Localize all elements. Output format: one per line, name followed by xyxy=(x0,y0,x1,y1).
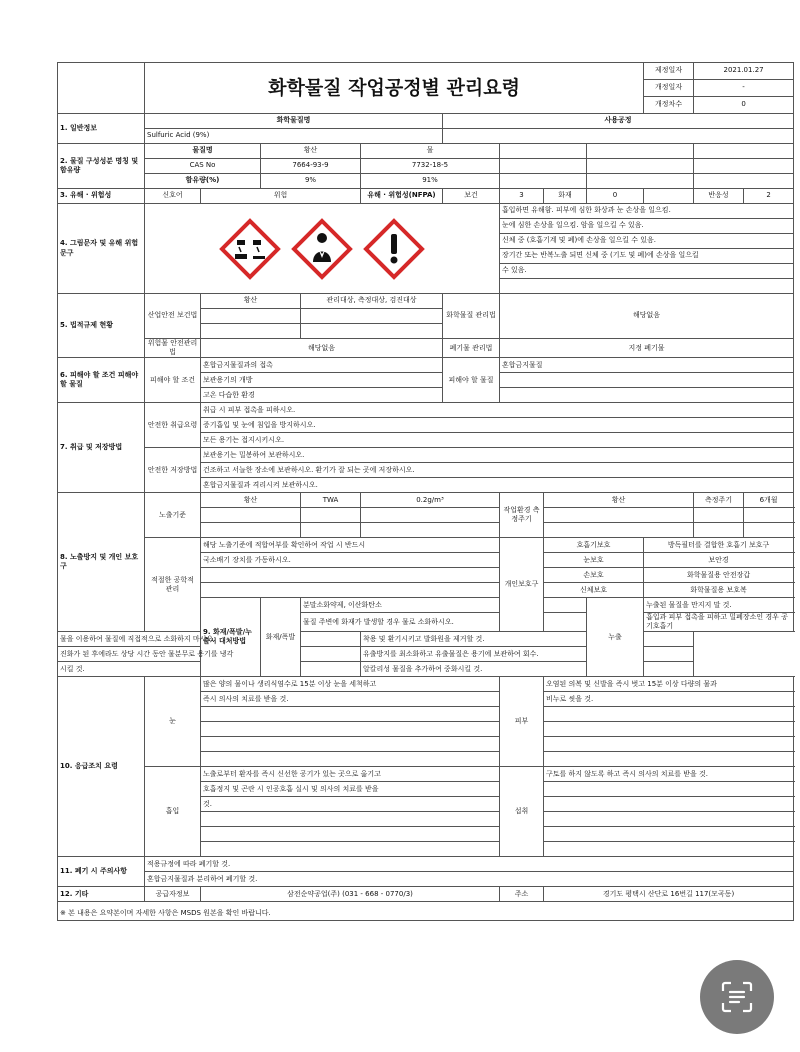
measurement-cycle-value: 6개월 xyxy=(744,493,794,508)
health-hazard-icon xyxy=(291,218,353,280)
eye-contact-line: 많은 양의 물이나 생리식염수로 15분 이상 눈을 세척하고 xyxy=(201,677,500,692)
signal-word-header: 신호어 xyxy=(145,189,201,204)
hazard-statement: 흡입하면 유해함. 피부에 심한 화상과 눈 손상을 일으킴. xyxy=(500,204,794,219)
section-1-label: 1. 일반정보 xyxy=(58,114,145,144)
address-header: 주소 xyxy=(500,887,544,902)
msds-sheet xyxy=(57,62,788,921)
ppe-value: 보안경 xyxy=(644,553,794,568)
handling-line: 취급 시 피부 접촉을 피하시오. xyxy=(201,403,794,418)
exclamation-icon xyxy=(363,218,425,280)
engineering-control-line: 해당 노출기준에 적합여부를 확인하여 작업 시 반드시 xyxy=(201,538,500,553)
nfpa-fire-header: 화재 xyxy=(544,189,587,204)
header-label: 제정일자 xyxy=(644,63,694,80)
section-10-label: 10. 응급조치 요령 xyxy=(58,677,145,857)
hazard-statement: 수 있음. xyxy=(500,264,794,279)
fire-line: 진화가 된 후에라도 상당 시간 동안 물분무로 용기를 냉각 xyxy=(58,647,361,662)
section-9-label: 9. 화재/폭발/누출시 대처방법 xyxy=(201,598,261,677)
storage-header: 안전한 저장방법 xyxy=(145,448,201,493)
chem-name-header: 화학물질명 xyxy=(145,114,443,129)
osh-law-value: 관리대상, 측정대상, 검진대상 xyxy=(301,294,443,309)
measurement-substance: 황산 xyxy=(544,493,694,508)
comp-cell: 9% xyxy=(261,174,361,189)
avoid-condition: 고온 다습한 환경 xyxy=(201,388,443,403)
header-value: 0 xyxy=(694,97,794,114)
disposal-line: 혼합금지물질과 분리하여 폐기할 것. xyxy=(145,872,794,887)
comp-header: 물질명 xyxy=(145,144,261,159)
section-4-label: 4. 그림문자 및 유해 위험문구 xyxy=(58,204,145,294)
section-3-label: 3. 유해 · 위험성 xyxy=(58,189,145,204)
osh-law-substance: 황산 xyxy=(201,294,301,309)
ppe-header: 개인보호구 xyxy=(500,538,544,632)
footnote: ※ 본 내용은 요약본이며 자세한 사항은 MSDS 원본을 확인 바랍니다. xyxy=(58,902,794,921)
section-7-label: 7. 취급 및 저장방법 xyxy=(58,403,145,493)
logo-cell xyxy=(58,63,145,114)
avoid-materials-header: 피해야 할 물질 xyxy=(443,358,500,403)
leak-line: 착용 및 환기시키고 발화원을 제거할 것. xyxy=(361,632,694,647)
fire-line: 물을 이용하여 물질에 직접적으로 소화하지 마시오. xyxy=(58,632,361,647)
process-value xyxy=(443,129,794,144)
leak-line: 흡입과 피부 접촉을 피하고 밀폐장소인 경우 공기호흡기 xyxy=(644,613,794,632)
msds-table xyxy=(57,62,794,921)
avoid-conditions-header: 피해야 할 조건 xyxy=(145,358,201,403)
dangerous-goods-value: 해당없음 xyxy=(201,339,443,358)
ppe-value: 화학물질용 안전장갑 xyxy=(644,568,794,583)
ppe-type: 호흡기보호 xyxy=(544,538,644,553)
ppe-type: 눈보호 xyxy=(544,553,644,568)
exposure-twa-label: TWA xyxy=(301,493,361,508)
comp-cell: 황산 xyxy=(261,144,361,159)
waste-law-header: 폐기물 관리법 xyxy=(443,339,500,358)
eye-contact-header: 눈 xyxy=(145,677,201,767)
storage-line: 건조하고 서늘한 장소에 보관하시오. 환기가 잘 되는 곳에 저장하시오. xyxy=(201,463,794,478)
nfpa-react-header: 반응성 xyxy=(694,189,744,204)
pictogram-area xyxy=(145,204,500,294)
nfpa-fire-value: 0 xyxy=(587,189,644,204)
comp-header: CAS No xyxy=(145,159,261,174)
eye-contact-line: 즉시 의사의 치료를 받을 것. xyxy=(201,692,500,707)
inhalation-line: 것. xyxy=(201,797,500,812)
hazard-statement: 장기간 또는 반복노출 되면 신체 중 (기도 및 폐)에 손상을 일으킬 xyxy=(500,249,794,264)
osh-law-header: 산업안전 보건법 xyxy=(145,294,201,339)
fire-line: 시킬 것. xyxy=(58,662,361,677)
fire-line: 분말소화약제, 이산화탄소 xyxy=(301,598,587,613)
page-title: 화학물질 작업공정별 관리요령 xyxy=(145,63,644,114)
header-value: 2021.01.27 xyxy=(694,63,794,80)
ingestion-line: 구토를 하지 않도록 하고 즉시 의사의 치료를 받을 것. xyxy=(544,767,794,782)
waste-law-value: 지정 폐기물 xyxy=(500,339,794,358)
ppe-type: 신체보호 xyxy=(544,583,644,598)
nfpa-health-header: 보건 xyxy=(443,189,500,204)
leak-line: 누출된 물질을 만지지 말 것. xyxy=(644,598,794,613)
handling-header: 안전한 취급요령 xyxy=(145,403,201,448)
ppe-type: 손보호 xyxy=(544,568,644,583)
ppe-value: 화학물질용 보호복 xyxy=(644,583,794,598)
ingestion-header: 섭취 xyxy=(500,767,544,857)
hazard-statement: 신체 중 (호흡기계 및 폐)에 손상을 일으킬 수 있음. xyxy=(500,234,794,249)
comp-cell: 물 xyxy=(361,144,500,159)
section-11-label: 11. 폐기 시 주의사항 xyxy=(58,857,145,887)
skin-contact-line: 오염된 의복 및 신발을 즉시 벗고 15분 이상 다량의 물과 xyxy=(544,677,794,692)
signal-word-value: 위험 xyxy=(201,189,361,204)
dangerous-goods-header: 위험물 안전관리법 xyxy=(145,339,201,358)
header-label: 개정차수 xyxy=(644,97,694,114)
comp-cell: 91% xyxy=(361,174,500,189)
inhalation-line: 노출로부터 환자를 즉시 신선한 공기가 있는 곳으로 옮기고 xyxy=(201,767,500,782)
exposure-substance: 황산 xyxy=(201,493,301,508)
section-2-label: 2. 물질 구성성분 명칭 및 함유량 xyxy=(58,144,145,189)
address-value: 경기도 평택시 산단로 16번길 117(모곡동) xyxy=(544,887,794,902)
section-5-label: 5. 법적규제 현황 xyxy=(58,294,145,358)
storage-line: 보관용기는 밀봉하여 보관하시오. xyxy=(201,448,794,463)
leak-header: 누출 xyxy=(587,598,644,677)
nfpa-react-value: 2 xyxy=(744,189,794,204)
nfpa-header: 유해 · 위험성(NFPA) xyxy=(361,189,443,204)
exposure-limit-header: 노출기준 xyxy=(145,493,201,538)
supplier-value: 삼전순약공업(주) (031 - 668 - 0770/3) xyxy=(201,887,500,902)
comp-cell: 7732-18-5 xyxy=(361,159,500,174)
fire-header: 화재/폭발 xyxy=(261,598,301,677)
hazard-statement: 눈에 심한 손상을 일으킴. 암을 일으킬 수 있음. xyxy=(500,219,794,234)
leak-line: 유출방지를 최소화하고 유출물질은 용기에 보관하여 회수. xyxy=(361,647,694,662)
section-8-label: 8. 노출방지 및 개인 보호구 xyxy=(58,493,145,632)
handling-line: 모든 용기는 접지시키시오. xyxy=(201,433,794,448)
storage-line: 혼합금지물질과 격리시켜 보관하시오. xyxy=(201,478,794,493)
engineering-control-header: 적절한 공학적 관리 xyxy=(145,538,201,632)
text-scan-icon xyxy=(720,980,754,1014)
comp-header: 함유량(%) xyxy=(145,174,261,189)
leak-line: 알칼리성 물질을 추가하여 중화시킬 것. xyxy=(361,662,694,677)
supplier-header: 공급자정보 xyxy=(145,887,201,902)
avoid-condition: 혼합금지물질과의 접촉 xyxy=(201,358,443,373)
avoid-condition: 보관용기의 개방 xyxy=(201,373,443,388)
scan-text-button[interactable] xyxy=(700,960,774,1034)
inhalation-header: 흡입 xyxy=(145,767,201,857)
exposure-twa-value: 0.2g/m³ xyxy=(361,493,500,508)
comp-cell: 7664-93-9 xyxy=(261,159,361,174)
section-12-label: 12. 기타 xyxy=(58,887,145,902)
chem-law-header: 화학물질 관리법 xyxy=(443,294,500,339)
process-header: 사용공정 xyxy=(443,114,794,129)
corrosion-icon xyxy=(219,218,281,280)
chem-name-value: Sulfuric Acid (9%) xyxy=(145,129,443,144)
avoid-material: 혼합금지물질 xyxy=(500,358,794,373)
chem-law-value: 해당없음 xyxy=(500,294,794,339)
ppe-value: 방독필터를 결합한 호흡기 보호구 xyxy=(644,538,794,553)
measurement-cycle-header: 측정주기 xyxy=(694,493,744,508)
nfpa-health-value: 3 xyxy=(500,189,544,204)
disposal-line: 적용규정에 따라 폐기할 것. xyxy=(145,857,794,872)
measurement-header: 작업환경 측정주기 xyxy=(500,493,544,538)
header-value: - xyxy=(694,80,794,97)
header-label: 개정일자 xyxy=(644,80,694,97)
skin-contact-header: 피부 xyxy=(500,677,544,767)
handling-line: 증기흡입 및 눈에 침입을 방지하시오. xyxy=(201,418,794,433)
inhalation-line: 호흡정지 및 곤란 시 인공호흡 실시 및 의사의 치료를 받을 xyxy=(201,782,500,797)
engineering-control-line: 국소배기 장치를 가동하시오. xyxy=(201,553,500,568)
section-6-label: 6. 피해야 할 조건 피해야 할 물질 xyxy=(58,358,145,403)
fire-line: 물질 주변에 화재가 발생할 경우 물로 소화하시오. xyxy=(301,613,587,632)
skin-contact-line: 비누로 씻을 것. xyxy=(544,692,794,707)
